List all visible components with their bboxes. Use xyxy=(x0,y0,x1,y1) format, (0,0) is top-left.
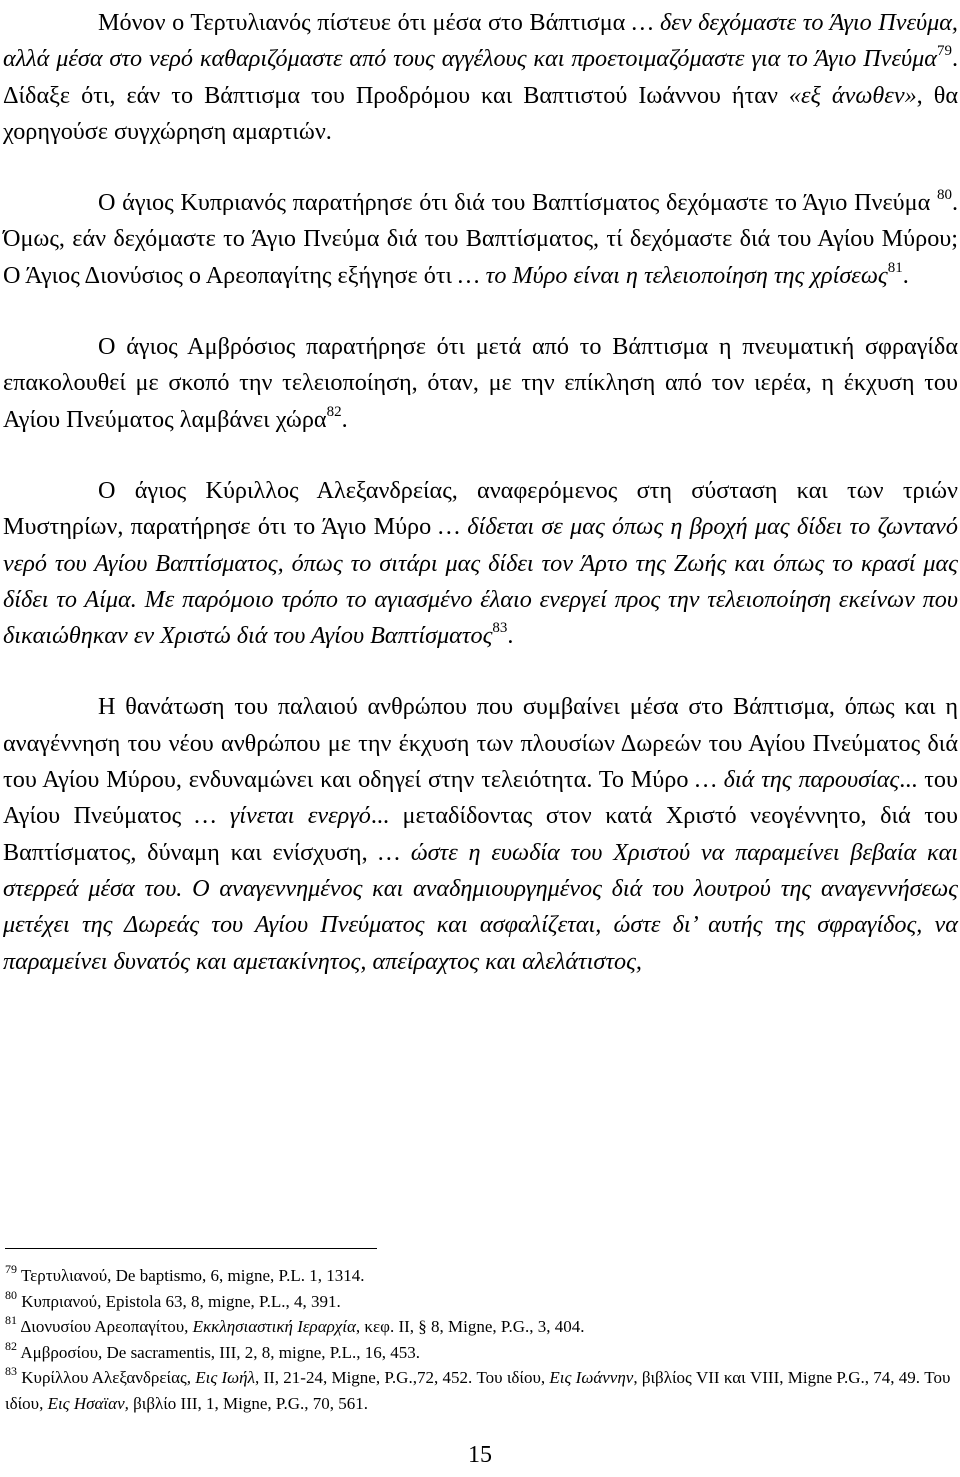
text-run: Ο άγιος Αμβρόσιος παρατήρησε ότι μετά από το Βάπτισμα η πνευματική σφραγίδα επακολουθεί με σκοπό την τελειοποίηση, όταν, με την επίκληση από τον ιερέα, η έκχυση του Αγίου Πνεύματος λαμβάνει χώρα xyxy=(3,333,958,433)
footnote-text xyxy=(20,1343,420,1362)
footnote-text xyxy=(21,1266,365,1285)
text-run: Διονυσίου Αρεοπαγίτου, xyxy=(20,1317,193,1336)
text-run: Κυπριανού, Epistola 63, 8, migne, P.L., 4, 391. xyxy=(21,1291,341,1311)
text-run: . xyxy=(507,622,514,650)
footnotes xyxy=(5,1263,955,1416)
footnote-ref: 79 xyxy=(936,43,952,60)
italic-run: Εκκλησιαστική Ιεραρχία xyxy=(192,1317,356,1336)
footnote-ref: 81 xyxy=(887,259,903,276)
paragraph-1 xyxy=(3,5,958,150)
footnote-text xyxy=(21,1292,341,1311)
footnote-ref: 82 xyxy=(326,403,342,420)
paragraph-4 xyxy=(3,473,958,654)
italic-run: … δίδεται σε μας όπως η βροχή μας δίδει το ζωντανό νερό του Αγίου Βαπτίσματος, όπως το σιτάρι μας δίδει τον Άρτο της Ζωής και όπως το κρασί μας δίδει το Αίμα. Με παρόμοιο τρόπο το αγιασμένο έλαιο ενεργεί προς την τελειοποίηση εκείνων που δικαιώθηκαν εν Χριστώ διά του Αγίου Βαπτίσματος xyxy=(3,513,958,650)
paragraph-5 xyxy=(3,689,958,979)
footnote-text xyxy=(20,1317,584,1336)
paragraph-3 xyxy=(3,329,958,438)
text-run: ... του Αγίου Πνεύματος xyxy=(3,766,959,830)
text-run: Τερτυλιανού, De baptismo, 6, migne, P.L. 1, 1314. xyxy=(20,1266,365,1285)
italic-run: Εις Ιωάννην xyxy=(549,1368,634,1387)
text-run: Κυρίλλου Αλεξανδρείας, xyxy=(21,1368,196,1387)
footnote-81 xyxy=(5,1314,955,1340)
italic-run: … γίνεται ενεργό xyxy=(194,802,371,830)
footnote-83 xyxy=(5,1365,955,1416)
italic-run: … δεν δεχόμαστε το Άγιο Πνεύμα, αλλά μέσα στο νερό καθαριζόμαστε από τους αγγέλους και προετοιμαζόμαστε για το Άγιο Πνεύμα xyxy=(3,9,958,73)
text-run: βιβλίο ΙΙΙ, 1, Migne, P.G., 70, 561. xyxy=(128,1393,369,1413)
italic-run: … διά της παρουσίας xyxy=(695,766,900,794)
text-run: ... μεταδίδοντας στον κατά Χριστό νεογέννητο, διά του Βαπτίσματος, δύναμη και ενίσχυση, xyxy=(3,802,958,866)
text-run: Η θανάτωση του παλαιού ανθρώπου που συμβαίνει μέσα στο Βάπτισμα, όπως και η αναγέννηση του νέου ανθρώπου με την έκχυση των πλουσίων Δωρεών του Αγίου Πνεύματος διά του Αγίου Μύρου, ενδυναμώνει και οδηγεί στην τελειότητα. Το Μύρο xyxy=(3,693,958,794)
footnote-number: 82 xyxy=(5,1338,17,1353)
footnote-ref: 80 xyxy=(936,187,952,204)
text-run: , ΙΙ, 21-24, Migne, P.G.,72, 452. Του ιδίου, xyxy=(254,1368,550,1387)
body-text xyxy=(3,5,958,980)
text-run: Ο άγιος Κυπριανός παρατήρησε ότι διά του Βαπτίσματος δεχόμαστε το Άγιο Πνεύμα xyxy=(98,189,937,217)
italic-run: Εις Ησαϊαν, xyxy=(47,1393,129,1413)
text-run: . xyxy=(902,261,909,289)
footnote-number: 81 xyxy=(5,1313,17,1328)
footnote-82 xyxy=(5,1340,955,1366)
page-number: 15 xyxy=(468,1442,492,1468)
footnote-number: 80 xyxy=(5,1287,17,1302)
text-run: Μόνον ο Τερτυλιανός πίστευε ότι μέσα στο Βάπτισμα xyxy=(98,9,632,36)
italic-run: Εις Ιωήλ xyxy=(195,1368,255,1387)
footnote-79 xyxy=(5,1263,955,1289)
italic-run: … ώστε η ευωδία του Χριστού να παραμείνει βεβαία και στερρεά μέσα του. Ο αναγεννημένος και αναδημιουργημένος διά του λουτρού της αναγεννήσεως μετέχει της Δωρεάς του Αγίου Πνεύματος και ασφαλίζεται, ώστε δι’ αυτής της σφραγίδος, να παραμείνει δυνατός και αμετακίνητος, απείραχτος και αλελάτιστος, xyxy=(3,838,958,975)
paragraph-2 xyxy=(3,185,958,294)
text-run: , κεφ. ΙΙ, § 8, Migne, P.G., 3, 404. xyxy=(355,1317,585,1336)
text-run: , θα χορηγούσε συγχώρηση αμαρτιών. xyxy=(3,81,958,145)
footnote-number: 83 xyxy=(5,1364,17,1379)
text-run: . xyxy=(341,405,348,433)
italic-run: «εξ άνωθεν» xyxy=(788,81,917,109)
footnote-ref: 83 xyxy=(492,620,508,637)
text-run: Ο άγιος Κύριλλος Αλεξανδρείας, αναφερόμενος στη σύσταση και των τριών Μυστηρίων, παρατήρησε ότι το Άγιο Μύρο xyxy=(3,476,958,541)
footnote-separator xyxy=(5,1248,377,1249)
footnote-80 xyxy=(5,1289,955,1315)
italic-run: … το Μύρο είναι η τελειοποίηση της χρίσεως xyxy=(458,261,888,289)
footnote-text xyxy=(5,1368,950,1413)
footnote-number: 79 xyxy=(5,1262,17,1277)
text-run: . Όμως, εάν δεχόμαστε το Άγιο Πνεύμα διά του Βαπτίσματος, τί δεχόμαστε διά του Αγίου Μύρου; Ο Άγιος Διονύσιος ο Αρεοπαγίτης εξήγησε ότι xyxy=(3,189,958,289)
text-run: Αμβροσίου, De sacramentis, III, 2, 8, migne, P.L., 16, 453. xyxy=(20,1342,420,1362)
text-run: . Δίδαξε ότι, εάν το Βάπτισμα του Προδρόμου και Βαπτιστού Ιωάννου ήταν xyxy=(3,45,958,109)
text-run: , βιβλίος VII και VIII, Migne P.G., 74, 49. Του ιδίου, xyxy=(5,1368,951,1413)
